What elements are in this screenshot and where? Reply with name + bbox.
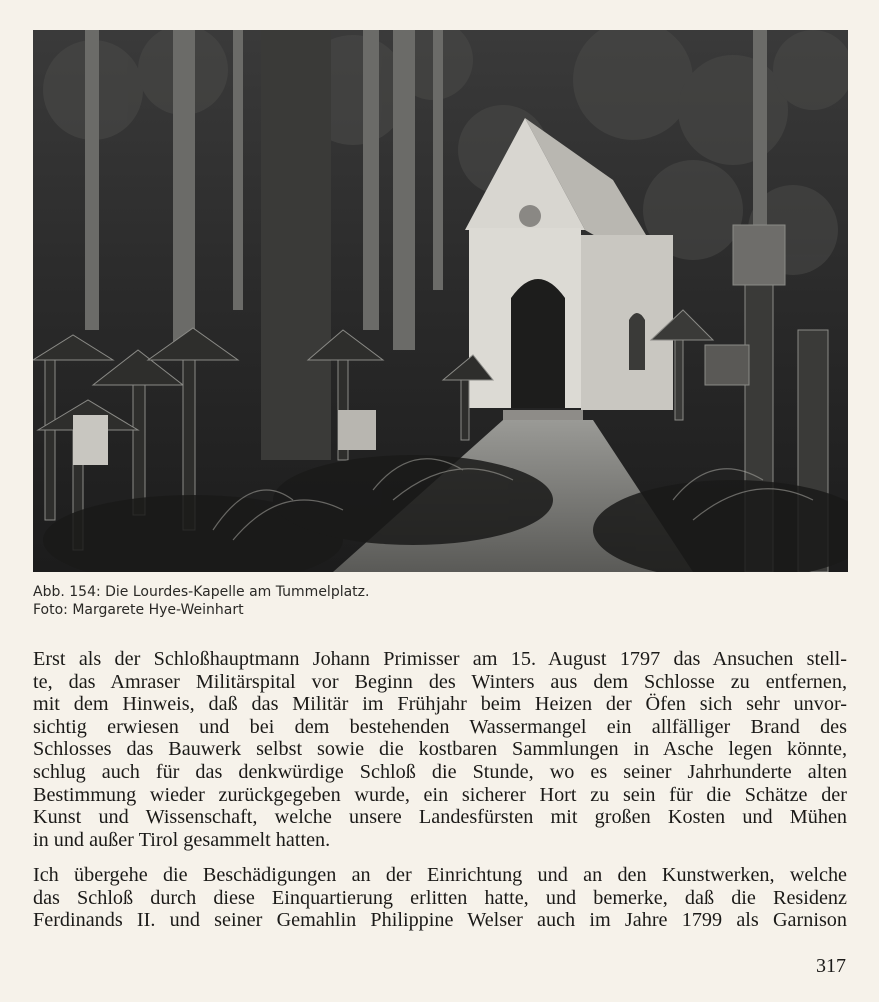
caption-title: Abb. 154: Die Lourdes-Kapelle am Tummelplatz. bbox=[33, 584, 370, 600]
text-line: schlug auch für das denkwürdige Schloß die Stunde, wo es seiner Jahrhunderte alten bbox=[33, 760, 847, 783]
text-line: sichtig erwiesen und bei dem bestehenden Wassermangel ein allfälliger Brand des bbox=[33, 715, 847, 738]
text-line: Ferdinands II. und seiner Gemahlin Philippine Welser auch im Jahre 1799 als Garnison bbox=[33, 909, 847, 932]
text-line: Ich übergehe die Beschädigungen an der Einrichtung und an den Kunstwerken, welche bbox=[33, 864, 847, 886]
text-line: Schlosses das Bauwerk selbst sowie die kostbaren Sammlungen in Asche legen könnte, bbox=[33, 738, 847, 761]
figure-caption bbox=[33, 583, 733, 619]
text-line: Bestimmung wieder zurückgegeben wurde, ein sicherer Hort zu sein für die Schätze der bbox=[33, 783, 847, 806]
text-line: Kunst und Wissenschaft, welche unsere Landesfürsten mit großen Kosten und Mühen bbox=[33, 806, 847, 829]
text-line: mit dem Hinweis, daß das Militär im Frühjahr beim Heizen der Öfen sich sehr unvor- bbox=[33, 693, 847, 716]
page-number: 317 bbox=[816, 955, 846, 977]
text-line: Erst als der Schloßhauptmann Johann Primisser am 15. August 1797 das Ansuchen stell- bbox=[33, 648, 847, 670]
paragraph-2 bbox=[33, 864, 847, 932]
text-line: te, das Amraser Militärspital vor Beginn des Winters aus dem Schlosse zu entfernen, bbox=[33, 670, 847, 693]
caption-credit: Foto: Margarete Hye-Weinhart bbox=[33, 602, 244, 618]
text-line: in und außer Tirol gesammelt hatten. bbox=[33, 828, 331, 851]
text-line: das Schloß durch diese Einquartierung erlitten hatte, und bemerke, daß die Residenz bbox=[33, 886, 847, 909]
paragraph-1 bbox=[33, 648, 847, 851]
photo-lourdes-chapel bbox=[33, 30, 848, 572]
